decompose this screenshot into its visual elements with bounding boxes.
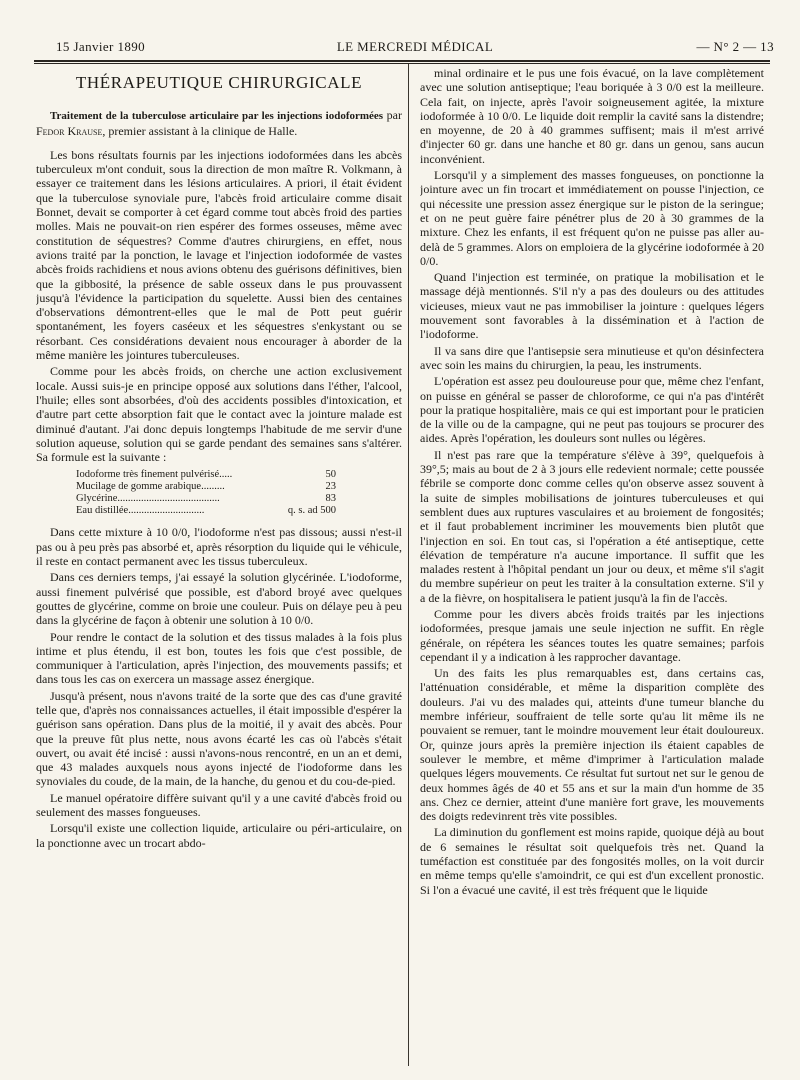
paragraph: Quand l'injection est terminée, on pratique la mobilisation et le massage déjà mentionnés. S'il n'y a pas des douleurs ou des attitudes vicieuses, mieux vaut ne pas immobiliser la jointure : quelques légers mouvement sont favorables à la dissémination et à l'action de l'iodoforme. (420, 270, 764, 342)
article-author-role: , premier assistant à la clinique de Halle. (102, 123, 298, 138)
paragraph: La diminution du gonflement est moins rapide, quoique déjà au bout de 6 semaines le résultat soit quelquefois très net. Quand la tuméfaction est constituée par des fongosités molles, on la voit durcir en même temps qu'elle s'amoindrit, ce qui est d'un excellent pronostic. Si l'on a évacué une cavité, il est très fréquent que le liquide (420, 825, 764, 897)
formula-quantity: q. s. ad 500 (287, 505, 336, 517)
formula-table (76, 469, 336, 517)
article-author: Fedor Krause (36, 123, 103, 138)
column-divider (408, 64, 409, 1066)
paragraph: Il va sans dire que l'antisepsie sera minutieuse et qu'on désinfectera avec soin les mains du chirurgien, la peau, les instruments. (420, 343, 764, 372)
paragraph: Les bons résultats fournis par les injections iodoformées dans les abcès tuberculeux m'ont conduit, sous la direction de mon maître R. Volkmann, à essayer ce traitement dans les lésions articulaires. A priori, il était évident que la tuberculose synoviale pure, l'abcès froid articulaire comme disait Bonnet, devait se comporter à cet égard comme tout abcès froid des parties molles. Mais ne pouvait-on rien espérer des formes osseuses, même avec constitution de séquestres? Comme d'autres chirurgiens, en effet, nous avions traité par la ponction, le lavage et l'injection iodoformée de vastes abcès froids rachidiens et nous avions obtenu des guérisons définitives, bien que la gibbosité, la présence de sable osseux dans le pus prouvassent jusqu'à l'évidence la participation du squelette. Aussi bien des centaines d'observations démontrent-elles que le mal de Pott peut guérir spontanément, les foyers caséeux et les séquestres s'enkystant ou se résorbant. Ces considérations devaient nous encourager à aborder de la même manière les jointures tuberculeuses. (36, 147, 402, 363)
formula-row (76, 481, 336, 493)
paragraph: Lorsqu'il existe une collection liquide, articulaire ou péri-articulaire, on la ponctionne avec un trocart abdo- (36, 821, 402, 850)
formula-quantity: 50 (325, 469, 336, 481)
article-title-by: par (383, 108, 402, 123)
paragraph: Dans cette mixture à 10 0/0, l'iodoforme n'est pas dissous; aussi n'est-il pas ou à peu près pas absorbé et, après résorption du liquide qui le véhicule, il reste en contact permanent avec les tissus tuberculeux. (36, 525, 402, 569)
paragraph: minal ordinaire et le pus une fois évacué, on la lave complètement avec une solution antiseptique; l'eau boriquée à 3 0/0 est la meilleure. Cela fait, on injecte, après l'avoir soigneusement agitée, la mixture iodoformée à 10 0/0. Le liquide doit remplir la cavité sans la distendre; en moyenne, de 20 à 40 grammes suffisent; mais il m'est arrivé d'injecter 60 gr. dans une hanche et 80 gr. dans un genou, sans aucun inconvénient. (420, 66, 764, 166)
left-paragraphs (36, 148, 402, 465)
formula-quantity: 83 (325, 493, 336, 505)
formula-ingredient: Glycérine....................................... (76, 493, 220, 505)
header-rule (34, 60, 770, 62)
paragraph: Jusqu'à présent, nous n'avons traité de la sorte que des cas d'une gravité telle que, d'après nos connaissances actuelles, il était impossible d'espérer la guérison sans opération. Dans plus de la moitié, il y avait des abcès. Pour que la preuve fût plus nette, nous avons écarté les cas où l'abcès s'était ouvert, ou avait été incisé : aussi n'avons-nous rencontré, en un an et demi, que 43 malades auxquels nous ayons injecté de l'iodoforme dans les synoviales du coude, de la main, de la hanche, du genou et du cou-de-pied. (36, 688, 402, 789)
formula-ingredient: Iodoforme très finement pulvérisé..... (76, 469, 233, 481)
formula-row (76, 493, 336, 505)
header-rule-thin (34, 63, 770, 64)
formula-row (76, 469, 336, 481)
formula-ingredient: Eau distillée............................. (76, 505, 205, 517)
paragraph: L'opération est assez peu douloureuse pour que, même chez l'enfant, on puisse en général se passer de chloroforme, ce qui n'a pas d'intérêt pour la pratique hospitalière, mais ce qui est important pour le praticien de la ville ou de la campagne, qui ne peut pas toujours se procurer des aides. Après l'opération, les douleurs sont nulles ou légères. (420, 374, 764, 446)
paragraph: Un des faits les plus remarquables est, dans certains cas, l'atténuation considérable, et même la disparition complète des douleurs. J'ai vu des malades qui, atteints d'une tumeur blanche du membre inférieur, souffraient de telle sorte qu'au lit même ils ne pouvaient se remuer, tant le moindre mouvement leur était douloureux. Or, quinze jours après la première injection ils étaient capables de soulever le membre, et même d'imprimer à l'articulation malade quelques légers mouvements. Ce résultat fut surtout net sur le genou de deux hommes âgés de 40 et 55 ans et sur la main d'un homme de 35 ans. Chez ce dernier, atteint d'une manière fort grave, les mouvements des doigts redevinrent très vite possibles. (420, 666, 764, 824)
left-paragraphs-after (36, 525, 402, 850)
right-paragraphs (420, 66, 764, 897)
header-page-number: — N° 2 — 13 (696, 39, 774, 54)
header-journal-title: LE MERCREDI MÉDICAL (336, 39, 494, 54)
paragraph: Comme pour les abcès froids, on cherche une action exclusivement locale. Aussi suis-je en principe opposé aux solutions dans l'éther, l'alcool, l'huile; elles sont absorbées, d'où des accidents possibles d'intoxication, et d'autre part cette absorption fait que le contact avec la jointure malade est diminué d'autant. J'ai donc depuis longtemps l'habitude de me servir d'une solution aqueuse, solution qui se garde pendant des semaines sans s'altérer. Sa formule est la suivante : (36, 364, 402, 465)
article-title: Traitement de la tuberculose articulaire par les injections iodoformées (50, 110, 384, 123)
page-header (56, 36, 774, 58)
paragraph: Le manuel opératoire diffère suivant qu'il y a une cavité d'abcès froid ou seulement des masses fongueuses. (36, 790, 402, 820)
formula-row (76, 505, 336, 517)
article-heading (36, 108, 402, 138)
formula-ingredient: Mucilage de gomme arabique......... (76, 481, 225, 493)
paragraph: Il n'est pas rare que la température s'élève à 39°, quelquefois à 39°,5; mais au bout de 2 à 3 jours elle redevient normale; cette poussée fébrile se comporte donc comme celles qu'on observe assez souvent à la suite de simples mobilisations de jointures tuberculeuses et qui semblent dues aux ruptures vasculaires et au broiement de fongosités; et il faut probablement incriminer les mouvements bien plutôt que l'injection en soi. En tout cas, si l'opération a été antiseptique, cette élévation de température n'a aucune importance. Il suffit que les malades restent à l'hôpital pendant un jour ou deux, et même s'il s'agit du membre supérieur on peut les traiter à la consultation externe. S'il y a de la fièvre, on hospitalisera le patient jusqu'à la fin de l'accès. (420, 447, 764, 605)
paragraph: Comme pour les divers abcès froids traités par les injections iodoformées, presque jamais une seule injection ne suffit. En règle générale, on répétera les séances toutes les quatre semaines; parfois cependant il y a indication à les rapprocher davantage. (420, 606, 764, 664)
formula-quantity: 23 (325, 481, 336, 493)
right-column (420, 66, 764, 1068)
header-date: 15 Janvier 1890 (56, 39, 146, 54)
paragraph: Lorsqu'il y a simplement des masses fongueuses, on ponctionne la jointure avec un fin trocart et immédiatement on pousse l'injection, ce qui nécessite une pression assez énergique sur le piston de la seringue; et on ne peut guère faire pénétrer plus de 20 à 30 grammes de la mixture. Chez les enfants, il est fréquent qu'on ne puisse pas aller au-delà de 5 grammes. Alors on emploiera de la glycérine iodoformée à 20 0/0. (420, 168, 764, 268)
paragraph: Dans ces derniers temps, j'ai essayé la solution glycérinée. L'iodoforme, aussi finement pulvérisé que possible, est d'abord broyé avec quelques gouttes de glycérine, comme on broie une couleur. Puis on délaye peu à peu dans la glycérine de façon à obtenir une solution à 10 0/0. (36, 570, 402, 628)
paragraph: Pour rendre le contact de la solution et des tissus malades à la fois plus intime et plus étendu, il est bon, toutes les fois que c'est possible, de communiquer à l'articulation, après l'injection, des mouvements passifs; et dans tous les cas on exercera un massage assez énergique. (36, 629, 402, 687)
section-title: THÉRAPEUTIQUE CHIRURGICALE (75, 73, 363, 92)
left-column (36, 66, 402, 1068)
